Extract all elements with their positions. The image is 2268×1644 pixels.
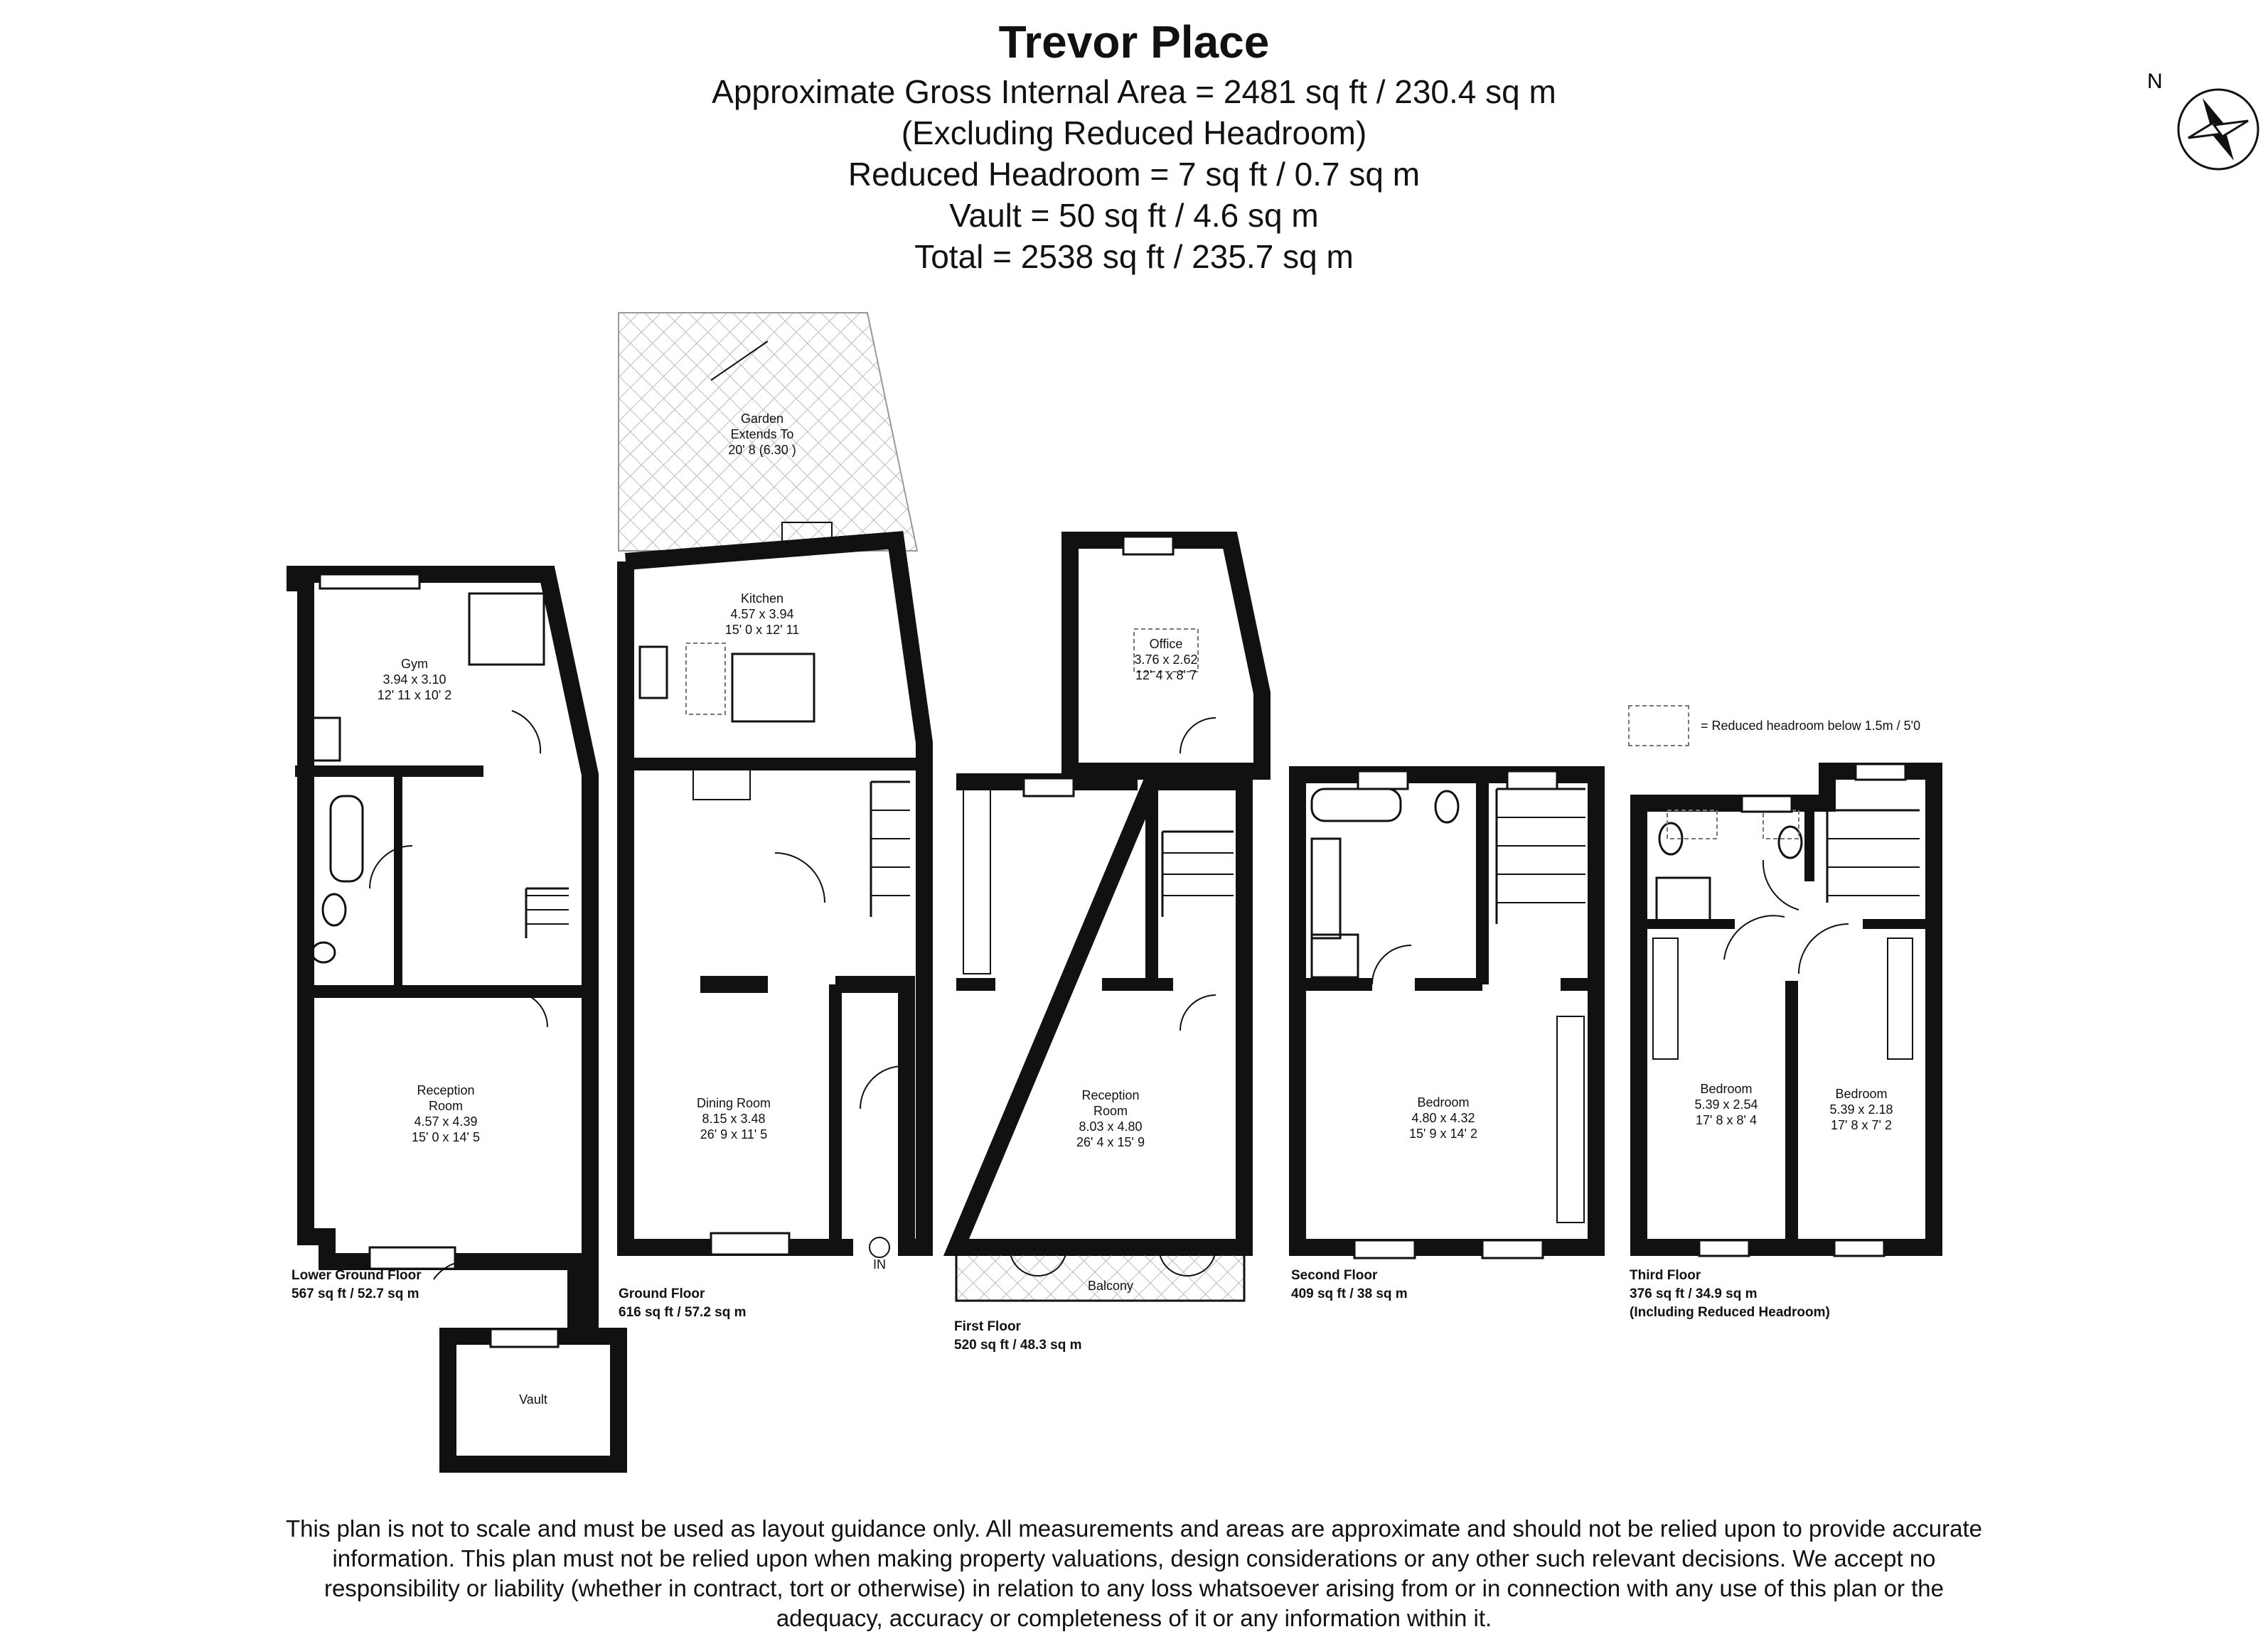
- window-icon: [1699, 1240, 1749, 1256]
- window-icon: [1742, 796, 1792, 812]
- exclusion-line: (Excluding Reduced Headroom): [901, 114, 1367, 151]
- kitchen-metric: 4.57 x 3.94: [730, 607, 794, 621]
- window-icon: [1358, 771, 1408, 789]
- total-area-line: Total = 2538 sq ft / 235.7 sq m: [914, 238, 1354, 275]
- toilet-icon: [1779, 827, 1802, 858]
- reduced-headroom-line: Reduced Headroom = 7 sq ft / 0.7 sq m: [847, 156, 1421, 193]
- ground-floor-label: Ground Floor: [619, 1286, 705, 1301]
- first-floor-plan: [956, 537, 1262, 1301]
- reduced-headroom-area: [686, 643, 725, 714]
- door-swing-icon: [370, 846, 412, 888]
- third-floor-plan: [1639, 764, 1934, 1256]
- sf-bedroom-imperial: 15' 9 x 14' 2: [1409, 1127, 1477, 1141]
- second-floor-area: 409 sq ft / 38 sq m: [1291, 1286, 1408, 1301]
- window-icon: [1507, 771, 1557, 789]
- tf-bedroom1-metric: 5.39 x 2.54: [1694, 1097, 1758, 1112]
- ground-floor-area: 616 sq ft / 57.2 sq m: [619, 1305, 747, 1320]
- entrance-label: IN: [873, 1257, 886, 1272]
- shower-icon: [1657, 878, 1710, 920]
- tf-bedroom2-metric: 5.39 x 2.18: [1829, 1102, 1893, 1117]
- balcony-area: [956, 1255, 1244, 1301]
- kitchen-island-icon: [732, 654, 814, 721]
- legend-text: = Reduced headroom below 1.5m / 5'0: [1701, 718, 1921, 733]
- vault-area-line: Vault = 50 sq ft / 4.6 sq m: [949, 197, 1319, 234]
- second-floor-plan: [1298, 771, 1596, 1258]
- ff-reception-name2: Room: [1093, 1104, 1128, 1118]
- sf-bedroom-metric: 4.80 x 4.32: [1411, 1111, 1475, 1125]
- ff-reception-imperial: 26' 4 x 15' 9: [1076, 1135, 1145, 1149]
- plan-title: Trevor Place: [998, 16, 1270, 68]
- window-icon: [1856, 764, 1905, 780]
- garden-name: Garden: [740, 412, 784, 426]
- stairs-icon: [871, 782, 910, 917]
- tf-bedroom2-name: Bedroom: [1835, 1087, 1888, 1101]
- window-icon: [1482, 1240, 1543, 1258]
- lower-ground-floor-area: 567 sq ft / 52.7 sq m: [291, 1286, 419, 1301]
- bath-icon: [331, 796, 363, 881]
- door-swing-icon: [1799, 924, 1849, 974]
- window-icon: [1834, 1240, 1884, 1256]
- door-swing-icon: [1372, 945, 1411, 984]
- tf-bedroom1-name: Bedroom: [1700, 1082, 1753, 1096]
- second-floor-label: Second Floor: [1291, 1268, 1378, 1283]
- third-floor-area: 376 sq ft / 34.9 sq m: [1630, 1286, 1758, 1301]
- window-icon: [711, 1233, 789, 1255]
- toilet-icon: [323, 894, 346, 925]
- lower-ground-floor-label: Lower Ground Floor: [291, 1268, 422, 1283]
- wardrobe-icon: [1888, 938, 1913, 1059]
- hob-icon: [640, 647, 667, 698]
- shower-icon: [1312, 935, 1358, 977]
- vanity-icon: [1312, 839, 1340, 938]
- door-swing-icon: [1763, 860, 1799, 910]
- lg-reception-name: Reception: [417, 1083, 475, 1097]
- third-floor-label: Third Floor: [1630, 1268, 1701, 1283]
- shower-icon: [469, 593, 544, 665]
- window-icon: [370, 1247, 455, 1269]
- front-door-swing-icon: [860, 1066, 903, 1109]
- gym-imperial: 12' 11 x 10' 2: [377, 688, 452, 702]
- kitchen-imperial: 15' 0 x 12' 11: [724, 623, 800, 637]
- stairs-icon: [1497, 789, 1585, 924]
- door-swing-icon: [1180, 718, 1216, 753]
- wardrobe-icon: [1557, 1016, 1584, 1223]
- dining-name: Dining Room: [696, 1096, 771, 1110]
- window-icon: [320, 574, 419, 589]
- office-name: Office: [1149, 637, 1183, 651]
- wardrobe-icon: [1653, 938, 1678, 1059]
- basin-icon: [312, 942, 335, 962]
- sf-bedroom-name: Bedroom: [1417, 1095, 1470, 1110]
- double-door-icon: [693, 768, 750, 800]
- window-icon: [1354, 1240, 1415, 1258]
- tf-bedroom2-imperial: 17' 8 x 7' 2: [1831, 1118, 1892, 1132]
- gym-name: Gym: [401, 657, 428, 671]
- door-swing-icon: [775, 853, 825, 903]
- gross-area-line: Approximate Gross Internal Area = 2481 sq ft / 230.4 sq m: [712, 73, 1556, 110]
- stairs-icon: [1827, 810, 1920, 903]
- disclaimer-text: This plan is not to scale and must be used as layout guidance only. All measurements and areas are approximate and should not be relied upon to provide accurate information. This plan must not be relied upon when making property valuations, design considerations or any other such relevant decisions. We accept no responsibility or liability (whether in contract, tort or otherwise) in relation to any loss whatsoever arising from or in connection with any use of this plan or the adequacy, accuracy or completeness of it or any information within it.: [285, 1515, 1982, 1631]
- wardrobe-icon: [963, 789, 990, 974]
- office-imperial: 12' 4 x 8' 7: [1135, 668, 1197, 682]
- bath-icon: [1312, 789, 1401, 821]
- vault-name: Vault: [519, 1392, 547, 1407]
- third-floor-note: (Including Reduced Headroom): [1630, 1305, 1830, 1320]
- door-swing-icon: [512, 711, 540, 753]
- lower-ground-floor-plan: [295, 574, 619, 1464]
- kitchen-name: Kitchen: [740, 591, 784, 606]
- garden-size: 20' 8 (6.30 ): [728, 443, 796, 457]
- window-icon: [1123, 537, 1173, 554]
- basin-icon: [313, 718, 340, 761]
- office-metric: 3.76 x 2.62: [1134, 652, 1198, 667]
- first-floor-label: First Floor: [954, 1319, 1021, 1334]
- window-icon: [1024, 778, 1074, 796]
- window-icon: [491, 1329, 558, 1347]
- lg-reception-imperial: 15' 0 x 14' 5: [412, 1130, 480, 1144]
- lg-reception-metric: 4.57 x 4.39: [414, 1114, 478, 1129]
- ff-reception-name: Reception: [1081, 1088, 1140, 1102]
- balcony-name: Balcony: [1087, 1279, 1134, 1293]
- garden-name2: Extends To: [730, 427, 794, 441]
- entrance-arrow-icon: [870, 1237, 889, 1257]
- dining-metric: 8.15 x 3.48: [702, 1112, 766, 1126]
- toilet-icon: [1435, 791, 1458, 822]
- dining-imperial: 26' 9 x 11' 5: [700, 1127, 768, 1141]
- ff-reception-metric: 8.03 x 4.80: [1079, 1119, 1143, 1134]
- first-floor-area: 520 sq ft / 48.3 sq m: [954, 1338, 1082, 1353]
- tf-bedroom1-imperial: 17' 8 x 8' 4: [1696, 1113, 1757, 1127]
- gym-metric: 3.94 x 3.10: [383, 672, 446, 687]
- lg-reception-name2: Room: [428, 1099, 464, 1113]
- north-label: N: [2147, 70, 2163, 93]
- door-swing-icon: [1180, 995, 1216, 1031]
